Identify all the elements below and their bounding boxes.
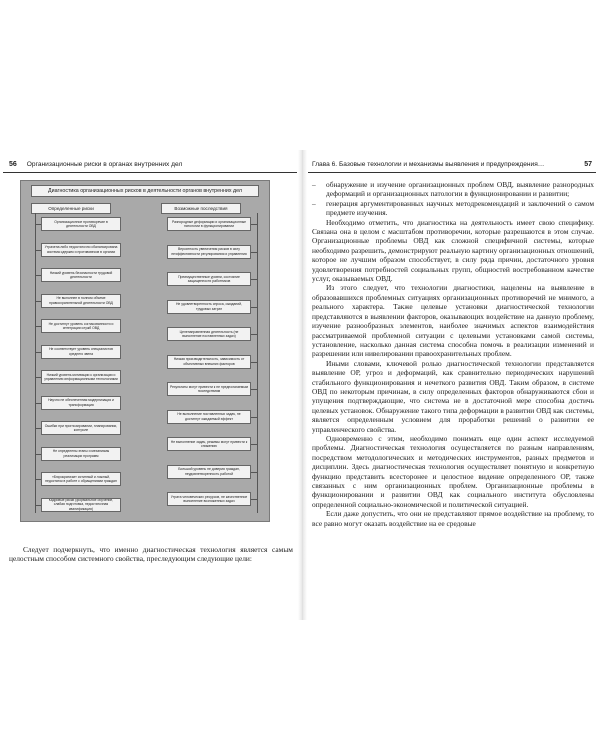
consequence-box: Не выполнение задач, режимы могут привести к снижению — [167, 437, 251, 451]
risk-box: Организационное противоречие в деятельности ОВД — [41, 217, 121, 231]
right-page-header — [308, 158, 596, 173]
connector-tick — [251, 224, 257, 225]
consequence-box: Низкая производительность, зависимость от объективных внешних факторов — [167, 355, 251, 369]
left-page-header — [3, 158, 297, 173]
connector-tick — [36, 301, 41, 302]
connector-tick — [36, 250, 41, 251]
connector-tick — [251, 444, 257, 445]
running-head: Глава 6. Базовые технологии и механизмы выявления и предупреждения… — [312, 161, 545, 168]
bullet-item — [312, 199, 594, 218]
bullet-text: генерация аргументированных научных методрекомендаций и заключений о самом предмете изучения. — [326, 198, 594, 218]
consequence-box: Не удовлетворенность спроса, ожиданий, трудовых затрат — [167, 300, 251, 314]
consequence-box: Разнородные деформации и организационные патологии в функционировании — [167, 217, 251, 231]
risk-box: Кадровые риски (формальное обучение, слабая подготовка, недостаточная квалификация) — [41, 498, 121, 512]
consequence-box: Вероятность увеличения рисков в силу неэффективности регулирования и управления — [167, 245, 251, 259]
paragraph: Если даже допустить, что они не представляют прямое воздействие на проблему, то все равно могут оказать воздействие на ее средовые — [312, 509, 594, 528]
consequence-box: Большой уровень не доверия граждан, неудовлетворенность работой — [167, 465, 251, 479]
connector-tick — [251, 252, 257, 253]
connector-tick — [251, 279, 257, 280]
right-page — [308, 158, 596, 618]
connector-tick — [36, 326, 41, 327]
page-number: 56 — [9, 161, 17, 168]
paragraph: Необходимо отметить, что диагностика на деятельность имеет свою специфику. Связана она в целом с масштабом противоречии, которые разрешаются в этом случае. Организационные проблемы ОВД как сложной специфичной системы, которые необходимо разрешить, демонстрируют реальную картину организационных отношений, которое не лучшим образом способствует, в силу ряда причин, достаточного уровня удовлетворения потребностей социальных групп, общностей востребованном качестве услуг, оказываемых ОВД. — [312, 217, 594, 284]
risk-box: Не определены этапы и механизмы реализации программ — [41, 447, 121, 461]
risk-box: Ошибки при прогнозировании, планировании, контроле — [41, 421, 121, 435]
risk-box: Низкий уровень безопасности трудовой деятельности — [41, 268, 121, 282]
connector-tick — [251, 472, 257, 473]
consequence-box: Целенаправленная деятельность (не выполнение поставленных задач) — [167, 327, 251, 341]
connector-tick — [36, 428, 41, 429]
paragraph: Следует подчеркнуть, что именно диагностическая технология является самым целостным способом системного свойства, преследующим следующие цели: — [9, 545, 293, 564]
risk-diagnostics-diagram — [20, 180, 270, 522]
running-head: Организационные риски в органах внутренних дел — [26, 161, 183, 168]
left-page — [3, 158, 297, 618]
risk-box: Не выполнен в полном объеме правоохранительной деятельности ОВД — [41, 294, 121, 308]
risk-box: «Бюрократизм» истинный и ложный, недостаток в работе с обращениями граждан — [41, 472, 121, 486]
bullet-item — [312, 180, 594, 199]
diagram-right-connector — [257, 213, 258, 513]
consequence-box: Утрата человеческих ресурсов, не качественное выполнение возложенных задач — [167, 492, 251, 506]
connector-tick — [36, 403, 41, 404]
connector-tick — [36, 275, 41, 276]
risk-box: Научно не обеспеченная модернизация и трансформация — [41, 396, 121, 410]
diagram-title: Диагностика организационных рисков в деятельности органов внутренних дел — [31, 185, 259, 197]
consequence-box: Результаты могут привести к не предполагаемым последствиям — [167, 382, 251, 396]
connector-tick — [36, 352, 41, 353]
connector-tick — [251, 334, 257, 335]
consequence-box: Преимущественные уровни, состояние защищенности работников — [167, 272, 251, 286]
risk-box: Утрачена либо недостаточно сбалансирована система сдержек и противовесов в органах — [41, 243, 121, 257]
connector-tick — [251, 307, 257, 308]
connector-tick — [36, 479, 41, 480]
bullet-text: обнаружение и изучение организационных проблем ОВД, выявление разнородных деформаций и организационных патологии в функционировании и развитии; — [326, 180, 594, 199]
connector-tick — [251, 417, 257, 418]
book-spread — [0, 158, 600, 618]
risk-box: Низкий уровень мотивации к организации и управлению информационными технологиями — [41, 370, 121, 384]
diagram-left-connector — [35, 213, 36, 513]
paragraph: Из этого следует, что технологии диагностики, нацелены на выявление в образовавшихся проблемных ситуациях организационных противоречий не мнимого, а реального характера. Также целевые установки диагностической технологии представляются в выявлении факторов, оказывающих воздействие на данную проблему, изучение разнообразных элементов, наиболее значимых аспектов взаимодействия рассматриваемой проблемной ситуации с целевыми установками самой системы, установление, насколько данная система способна помочь в реализации изменений и разрешении или нивелировании правоохранительных проблем. — [312, 283, 594, 359]
page-number: 57 — [584, 161, 592, 168]
risk-box: Не достигнут уровень согласованности и интеграции служб ОВД — [41, 319, 121, 333]
connector-tick — [251, 389, 257, 390]
connector-tick — [251, 362, 257, 363]
paragraph: Иными словами, ключевой ролью диагностической технологии представляется выявление ОР, угроз и деформаций, как сравнительно периодических нарушений стабильного функционирования и нечеткого развития ОВД. Таким образом, в системе ОВД по некоторым причинам, в силу определенных факторов обнаруживаются сбои и упущения подтверждающие, что система не в достаточной мере способна достичь целевых установок. Обнаружение такого типа деформации в развитии ОВД как системы, является определенным условием для проработки решений о развитии ее управленческого свойства. — [312, 358, 594, 434]
connector-tick — [36, 454, 41, 455]
connector-tick — [36, 505, 41, 506]
bullet-dash: – — [312, 198, 316, 208]
paragraph: Одновременно с этим, необходимо понимать еще один аспект исследуемой проблемы. Диагностическая технология осуществляется по разным направлениям, посредством методологических и методических инструментов, разных предметов и дисциплин. Здесь диагностическая технология осуществляет понятную и конкретную функцию представить всесторонее и целостное видение определенного ОР, также связанных с ним организационных проблем. Организационные проблемы в функционировании и развитии ОВД как социального института обусловлены определенной социально-экономической и политической ситуацией. — [312, 433, 594, 509]
diagram-right-heading: Возможные последствия — [161, 203, 241, 214]
connector-tick — [36, 224, 41, 225]
consequence-box: Не выполнение поставленных задач, не достигнут ожидаемый эффект — [167, 410, 251, 424]
risk-box: Не соответствует уровень специалистов среднего звена — [41, 345, 121, 359]
right-page-text — [312, 180, 594, 528]
diagram-left-heading: Определенные риски — [31, 203, 111, 214]
left-page-text — [9, 545, 293, 564]
connector-tick — [36, 377, 41, 378]
connector-tick — [251, 499, 257, 500]
bullet-dash: – — [312, 180, 316, 189]
